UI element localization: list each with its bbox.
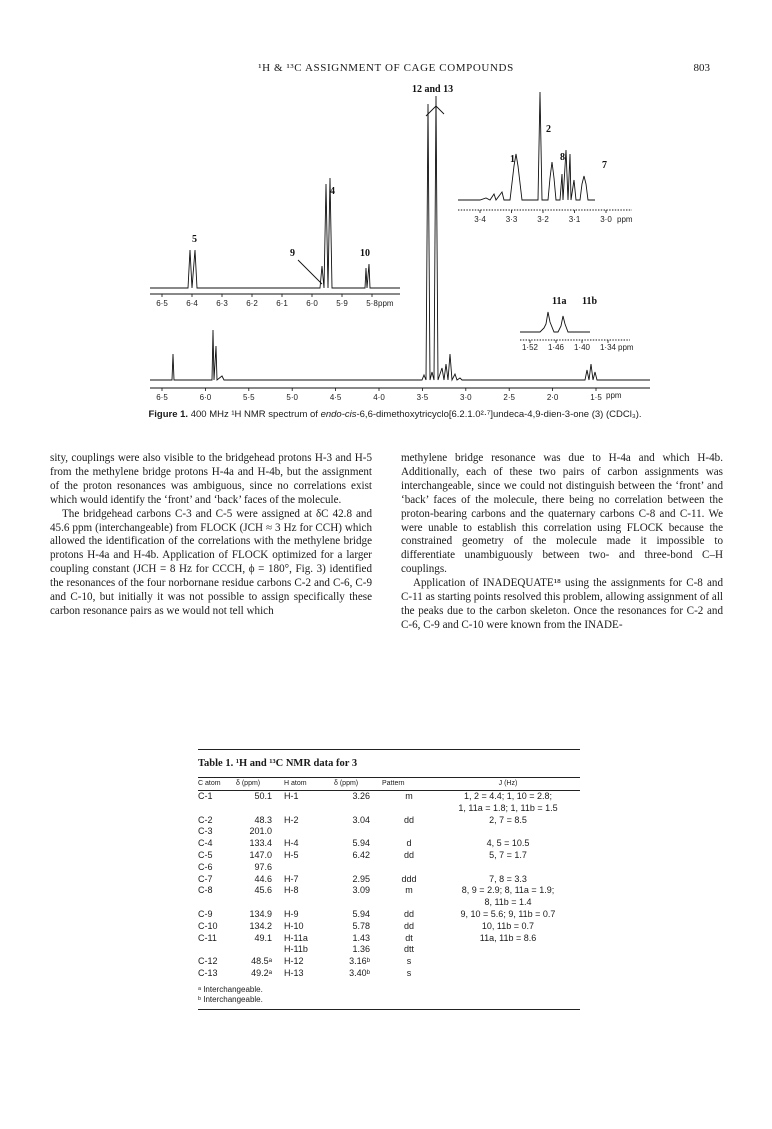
main-axis-tick-label: 1·5 <box>590 393 602 402</box>
main-axis-tick-label: 3·0 <box>460 393 472 402</box>
peak-label-9: 9 <box>290 248 295 259</box>
table-cell: 8, 11b = 1.4 <box>484 897 532 908</box>
table-cell: H-2 <box>284 814 299 825</box>
peak-label-11a: 11a <box>552 296 567 307</box>
table-cell: 7, 8 = 3.3 <box>489 873 527 884</box>
main-axis-tick-label: 3·5 <box>416 393 429 402</box>
figure-caption-text-b: -6,6-dimethoxytricyclo[6.2.1.0²·⁷]undeca-4,9-dien-3-one (3) (CDCl₃). <box>356 409 642 420</box>
table-cell <box>284 897 334 909</box>
table-row <box>198 815 580 827</box>
table-cell: H-7 <box>284 873 299 884</box>
inset-b-trace <box>458 92 595 200</box>
main-axis-tick-label: 5·5 <box>243 393 255 402</box>
figure-caption-compound: endo-cis <box>320 409 357 420</box>
table-cell: 6.42 <box>352 849 370 860</box>
peak-label-11b: 11b <box>582 296 598 307</box>
inset-c-axis-tick-label: 1·46 <box>547 343 565 352</box>
paragraph: Application of INADEQUATE¹⁸ using the assignments for C-8 and C-11 as starting points resolved this problem, allowing assignment of all the peaks due to the carbon skeleton. Once the resonances for C-2 and C-6, C-9 and C-10 were known from the INADE- <box>401 577 723 631</box>
table-row <box>198 933 580 945</box>
page-number: 803 <box>693 62 710 74</box>
table-cell: 133.4 <box>249 838 272 849</box>
table-cell <box>436 956 580 968</box>
table-top-rule <box>198 749 580 750</box>
inset-b-axis-tick-label: 3·3 <box>505 215 518 224</box>
column-header: δ (ppm) <box>236 780 261 787</box>
table-cell <box>198 897 236 909</box>
table-cell: C-6 <box>198 861 213 872</box>
table-cell: H-10 <box>284 920 304 931</box>
table-cell: H-12 <box>284 956 304 967</box>
table-cell <box>382 803 436 815</box>
table-cell: 5, 7 = 1.7 <box>489 849 527 860</box>
table-cell: 9, 10 = 5.6; 9, 11b = 0.7 <box>460 908 556 919</box>
inset-a-axis-tick-label: 6·2 <box>246 299 258 308</box>
figure-caption-label: Figure 1. <box>148 409 189 420</box>
inset-c-trace <box>520 312 590 332</box>
paragraph: methylene bridge resonance was due to H-4a and which H-4b. Additionally, each of these two pairs of carbon assignments was interchangeable, since we could not distinguish between the ‘front’ and ‘back’ faces of the molecule, there being no correlation between the proton-bearing carbons and the quaternary carbons C-8 and C-11. We were unable to establish this correlation using FLOCK because the constrained geometry of the molecule made it impossible to differentiate unambiguously between two- and three-bond C–H couplings. <box>401 452 723 576</box>
inset-a-axis-tick-label: 6·4 <box>186 299 198 308</box>
table-title: Table 1. ¹H and ¹³C NMR data for 3 <box>198 758 358 769</box>
table-cell: m <box>382 791 436 803</box>
main-axis-tick-label: 4·5 <box>329 393 342 402</box>
column-header: C atom <box>198 780 221 787</box>
table-cell: d <box>406 838 412 849</box>
table-cell: dtt <box>403 944 414 955</box>
table-cell: H-4 <box>284 838 299 849</box>
table-cell: 1.36 <box>352 944 370 955</box>
table-cell: H-9 <box>284 908 299 919</box>
figure-caption <box>70 409 720 420</box>
table-cell <box>436 944 580 956</box>
table-cell <box>198 944 236 956</box>
inset-b-axis-tick-label: 3·2 <box>537 215 549 224</box>
table-cell: C-12 <box>198 956 218 967</box>
nmr-spectrum <box>150 84 650 404</box>
running-header <box>0 62 772 78</box>
column-header: Pattern <box>382 780 405 787</box>
table-cell <box>382 826 436 838</box>
table-cell: 48.5ᵃ <box>251 956 272 967</box>
table-row <box>198 862 580 874</box>
main-axis-tick-label: 2·5 <box>503 393 515 402</box>
table-cell: 8, 9 = 2.9; 8, 11a = 1.9; <box>461 885 555 896</box>
paragraph: The bridgehead carbons C-3 and C-5 were assigned at δC 42.8 and 45.6 ppm (interchangeable) from FLOCK (JCH ≈ 3 Hz for CCH) which allowed the identification of the correlations with the methylene bridge protons H-4a and H-4b. Application of FLOCK optimized for a larger coupling constant (JCH = 8 Hz for CCCH, ϕ = 180°, Fig. 3) identified the resonances of the four norbornane residue carbons C-2 and C-6, C-9 and C-10, but initially it was not possible to assign specifically these carbon resonance pairs as we would not tell which <box>50 507 372 617</box>
peak-label-4: 4 <box>330 186 335 197</box>
table-cell: 48.3 <box>254 814 272 825</box>
table-row <box>198 803 580 815</box>
table-cell: C-11 <box>198 932 217 943</box>
table-row <box>198 944 580 956</box>
table-cell: 49.2ᵃ <box>251 967 272 978</box>
table-cell <box>334 803 382 815</box>
table-cell: 1, 2 = 4.4; 1, 10 = 2.8; <box>436 791 580 803</box>
table-cell: 45.6 <box>254 885 272 896</box>
main-spectrum-trace <box>150 96 650 380</box>
table-cell: 5.94 <box>352 838 370 849</box>
inset-a-axis-tick-label: 6·3 <box>216 299 228 308</box>
inset-b-axis-tick-label: 3·4 <box>474 215 486 224</box>
table-cell <box>436 862 580 874</box>
inset-a-axis-tick-label: 6·0 <box>306 299 318 308</box>
table-cell: C-13 <box>198 967 218 978</box>
inset-c-axis-tick-label: 1·40 <box>573 343 591 352</box>
table-row <box>198 897 580 909</box>
nmr-spectrum-figure <box>150 84 650 404</box>
table-cell: 97.6 <box>254 861 272 872</box>
table-cell <box>382 897 436 909</box>
peak-label-2: 2 <box>546 124 551 135</box>
table-cell: H-8 <box>284 885 299 896</box>
table-cell: 2.95 <box>352 873 370 884</box>
table-bottom-rule <box>198 1009 580 1010</box>
table-cell: H-1 <box>284 791 334 803</box>
table-row <box>198 968 580 980</box>
table-cell <box>334 897 382 909</box>
table-cell <box>382 862 436 874</box>
table-cell: C-2 <box>198 814 213 825</box>
column-header: δ (ppm) <box>334 780 359 787</box>
table-cell <box>236 944 284 956</box>
nmr-data-table-block <box>198 749 580 1010</box>
table-cell: C-1 <box>198 791 236 803</box>
table-cell: 44.6 <box>254 873 272 884</box>
main-axis-unit-label: ppm <box>606 391 622 400</box>
peak-label-12-13: 12 and 13 <box>412 84 454 95</box>
table-cell: H-11a <box>284 932 308 943</box>
main-axis-tick-label: 2·0 <box>546 393 559 402</box>
peak-label-10: 10 <box>360 248 370 259</box>
table-row <box>198 838 580 850</box>
table-cell: C-9 <box>198 908 213 919</box>
table-cell: 3.40ᵇ <box>349 967 370 978</box>
inset-b-axis-tick-label: 3·1 <box>568 215 581 224</box>
table-cell: dd <box>403 849 414 860</box>
table-cell: 5.78 <box>352 920 370 931</box>
peak-label-5: 5 <box>192 234 197 245</box>
table-cell <box>198 803 236 815</box>
table-cell: s <box>406 956 412 967</box>
table-note: ᵃ Interchangeable. <box>198 984 263 994</box>
table-cell: C-8 <box>198 885 213 896</box>
peak-label-7: 7 <box>602 160 607 171</box>
table-cell: s <box>406 967 412 978</box>
table-cell <box>436 826 580 838</box>
table-cell <box>236 803 284 815</box>
table-row <box>198 909 580 921</box>
inset-a-axis-tick-label: 5·8 <box>366 299 378 308</box>
table-row <box>198 826 580 838</box>
table-cell: 4, 5 = 10.5 <box>486 838 530 849</box>
table-cell <box>236 897 284 909</box>
inset-c-unit-label: ppm <box>618 343 634 352</box>
table-cell: C-5 <box>198 849 213 860</box>
table-cell: 201.0 <box>249 826 272 837</box>
inset-a-trace <box>150 178 400 288</box>
table-row <box>198 956 580 968</box>
table-cell: 10, 11b = 0.7 <box>481 920 535 931</box>
inset-a-axis-tick-label: 5·9 <box>336 299 348 308</box>
table-cell: H-13 <box>284 967 304 978</box>
table-cell <box>284 826 334 838</box>
main-axis-tick-label: 4·0 <box>373 393 385 402</box>
inset-a-unit-label: ppm <box>378 299 394 308</box>
table-cell: C-3 <box>198 826 213 837</box>
table-cell: dd <box>403 920 414 931</box>
table-cell <box>334 826 382 838</box>
main-axis-tick-label: 6·0 <box>199 393 212 402</box>
table-cell: 3.26 <box>334 791 382 803</box>
main-axis-tick-label: 5·0 <box>286 393 298 402</box>
table-cell: 147.0 <box>249 849 272 860</box>
running-title: ¹H & ¹³C ASSIGNMENT OF CAGE COMPOUNDS <box>258 62 514 74</box>
inset-a-axis-tick-label: 6·1 <box>276 299 288 308</box>
table-cell: 134.9 <box>249 908 272 919</box>
inset-c-axis-tick-label: 1·52 <box>521 343 539 352</box>
peak-9-leader <box>298 260 322 284</box>
table-cell: ddd <box>401 873 417 884</box>
peak-label-1: 1 <box>510 154 515 165</box>
table-cell: 2, 7 = 8.5 <box>489 814 527 825</box>
inset-b-axis-tick-label: 3·0 <box>600 215 612 224</box>
table-cell: 5.94 <box>352 908 370 919</box>
table-row <box>198 791 580 803</box>
figure-caption-text-a: 400 MHz ¹H NMR spectrum of <box>188 409 321 420</box>
table-header-row <box>198 778 580 791</box>
paragraph: sity, couplings were also visible to the bridgehead protons H-3 and H-5 from the methylene bridge protons H-4a and H-4b, but the assignment of the proton resonances was ambiguous, since no correlations exist which would identify the ‘front’ and ‘back’ faces of the molecule. <box>50 452 372 506</box>
main-axis-tick-label: 6·5 <box>156 393 168 402</box>
table-cell: C-4 <box>198 838 213 849</box>
table-cell: 3.09 <box>352 885 370 896</box>
table-cell <box>284 803 334 815</box>
table-cell: m <box>405 885 413 896</box>
inset-c-axis-tick-label: 1·34 <box>599 343 617 352</box>
peak-12-13-pointer <box>426 106 444 116</box>
table-cell: 50.1 <box>236 791 284 803</box>
table-cell: dd <box>403 814 414 825</box>
table-cell <box>436 968 580 980</box>
table-cell <box>334 862 382 874</box>
table-cell: 1.43 <box>352 932 370 943</box>
table-row <box>198 874 580 886</box>
table-cell: 49.1 <box>254 932 272 943</box>
table-cell: H-11b <box>284 944 308 955</box>
table-cell: dd <box>403 908 414 919</box>
table-cell: H-5 <box>284 849 299 860</box>
table-cell: 3.16ᵇ <box>349 956 370 967</box>
column-header: J (Hz) <box>498 780 518 787</box>
table-notes <box>198 980 580 1009</box>
table-cell: 1, 11a = 1.8; 1, 11b = 1.5 <box>458 802 558 813</box>
table-cell: 11a, 11b = 8.6 <box>479 932 537 943</box>
peak-label-8: 8 <box>560 152 565 163</box>
table-row <box>198 850 580 862</box>
table-cell: C-7 <box>198 873 213 884</box>
table-cell: C-10 <box>198 920 218 931</box>
inset-b-unit-label: ppm <box>617 215 633 224</box>
column-header: H atom <box>284 780 307 787</box>
body-column-right <box>401 452 723 633</box>
table-cell <box>284 862 334 874</box>
body-column-left <box>50 452 372 619</box>
table-row <box>198 921 580 933</box>
table-cell: 3.04 <box>352 814 370 825</box>
table-cell: 134.2 <box>249 920 272 931</box>
nmr-data-table <box>198 777 580 980</box>
table-cell: dt <box>405 932 413 943</box>
inset-a-axis-tick-label: 6·5 <box>156 299 168 308</box>
table-row <box>198 885 580 897</box>
table-note: ᵇ Interchangeable. <box>198 994 263 1004</box>
